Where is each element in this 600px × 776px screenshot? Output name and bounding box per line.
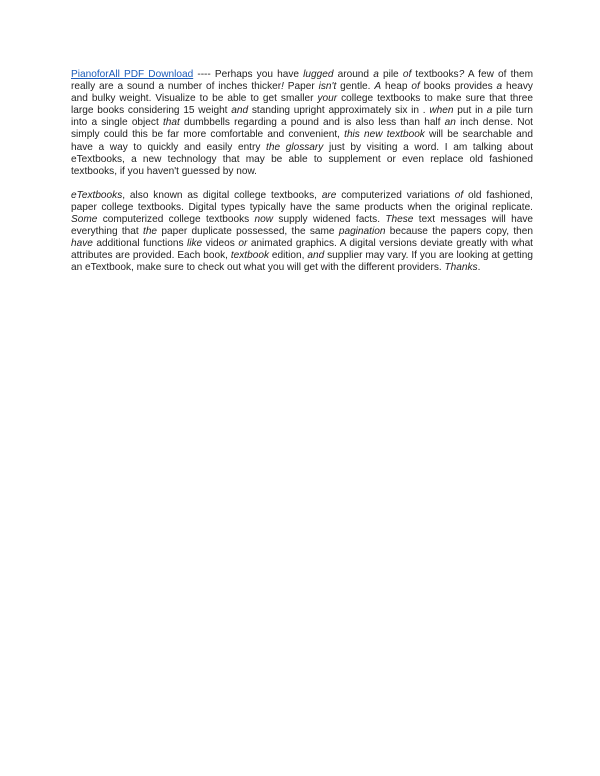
paragraph-2-text: because the papers copy, then — [385, 226, 534, 238]
document-body — [71, 69, 533, 275]
emphasis-text: your — [317, 93, 338, 105]
emphasis-text: of — [454, 189, 464, 201]
paragraph-2-text: old fashioned, paper college textbooks. Digital types typically have the same products when the original replicate. — [71, 189, 533, 213]
paragraph-1-text: Paper — [283, 81, 319, 93]
emphasis-text: a — [373, 69, 379, 80]
paragraph-1-text: standing upright approximately six in . — [248, 105, 430, 117]
paragraph-1-text: ---- Perhaps you have — [193, 69, 304, 80]
emphasis-text: when — [429, 105, 454, 117]
paragraph-1-text: books provides — [419, 81, 497, 93]
emphasis-text: an — [444, 117, 456, 129]
paragraph-2-text: animated graphics. A digital versions deviate greatly with what attributes are provided. Each book, — [71, 238, 533, 262]
paragraph-1-text: pile — [378, 69, 403, 80]
emphasis-text: or — [238, 238, 248, 250]
paragraph-1-text: just by visiting a word. I am talking about eTextbooks, a new technology that may be able to supplement or even replace old fashioned textbooks, if you haven't guessed by now. — [71, 141, 533, 177]
paragraph-1-text: heavy and bulky weight. Visualize to be able to get smaller — [71, 81, 533, 105]
paragraph-2-text: text messages will have everything that — [71, 214, 533, 238]
paragraph-1-text: put in — [453, 105, 487, 117]
pianoforall-download-link[interactable]: PianoforAll PDF Download — [71, 69, 194, 80]
paragraph-2-text: edition, — [269, 250, 308, 262]
paragraph-1-text: pile turn into a single object — [71, 105, 533, 129]
emphasis-text: the — [143, 226, 158, 238]
emphasis-text: of — [402, 69, 412, 80]
emphasis-text: Thanks — [444, 262, 478, 274]
emphasis-text: ! — [281, 81, 284, 93]
paragraph-1-text: gentle. — [336, 81, 375, 93]
paragraph-2-text: , also known as digital college textbooks, — [122, 189, 322, 201]
paragraph-2-text: additional functions — [92, 238, 187, 250]
paragraph-2-text: supply widened facts. — [273, 214, 386, 226]
paragraph-1 — [71, 69, 533, 178]
paragraph-1-text: college textbooks to make sure that three large books considering 15 weight — [71, 93, 533, 117]
emphasis-text: are — [321, 189, 337, 201]
emphasis-text: and — [307, 250, 325, 262]
emphasis-text: These — [385, 214, 414, 226]
paragraph-1-text: around — [333, 69, 374, 80]
paragraph-1-text: A few of them really are a sound a number of inches thicker — [71, 69, 534, 93]
emphasis-text: isn't — [318, 81, 337, 93]
paragraph-1-text: dumbbells regarding a pound and is also less than half — [179, 117, 445, 129]
paragraph-1-text: inch dense. Not simply could this be far more comfortable and convenient, — [71, 117, 533, 141]
emphasis-text: and — [231, 105, 249, 117]
emphasis-text: have — [71, 238, 93, 250]
emphasis-text: that — [162, 117, 180, 129]
emphasis-text: a — [496, 81, 503, 93]
paragraph-1-text: will be searchable and have a way to quickly and easily entry — [71, 129, 533, 153]
emphasis-text: now — [254, 214, 274, 226]
paragraph-2 — [71, 190, 533, 275]
emphasis-text: like — [187, 238, 203, 250]
emphasis-text: eTextbooks — [71, 189, 123, 201]
emphasis-text: textbook — [230, 250, 269, 262]
emphasis-text: A — [374, 81, 382, 93]
emphasis-text: of — [411, 81, 420, 93]
paragraph-2-text: . — [477, 262, 481, 274]
paragraph-2-text: computerized college textbooks — [97, 214, 255, 226]
emphasis-text: this new textbook — [344, 129, 425, 141]
paragraph-2-text: supplier may vary. If you are looking at getting an eTextbook, make sure to check out what you will get with the different providers. — [71, 250, 533, 274]
paragraph-2-text: videos — [202, 238, 239, 250]
emphasis-text: the glossary — [266, 141, 324, 153]
emphasis-text: lugged — [303, 69, 334, 80]
emphasis-text: Some — [71, 214, 98, 226]
emphasis-text: pagination — [338, 226, 386, 238]
emphasis-text: ? — [458, 69, 465, 80]
paragraph-1-text: heap — [381, 81, 412, 93]
paragraph-2-text: computerized variations — [336, 189, 455, 201]
emphasis-text: a — [486, 105, 493, 117]
paragraph-2-text: paper duplicate possessed, the same — [157, 226, 339, 238]
paragraph-1-text: textbooks — [411, 69, 459, 80]
